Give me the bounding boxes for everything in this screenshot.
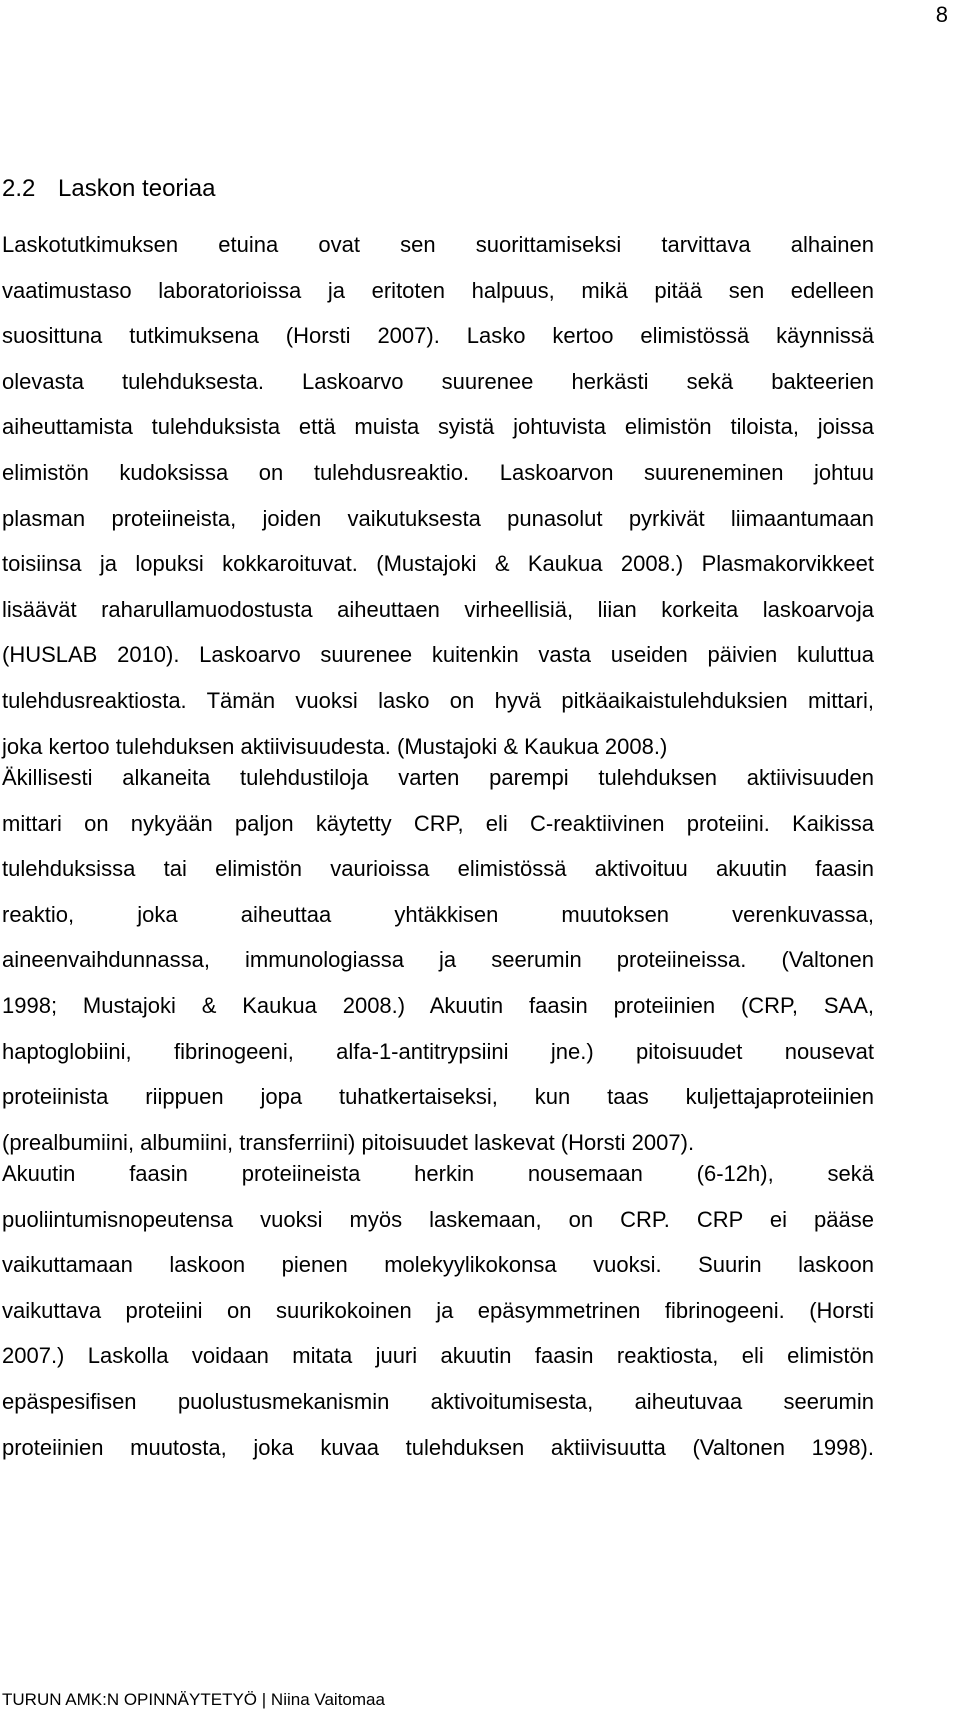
paragraph-line: haptoglobiini, fibrinogeeni, alfa-1-antitrypsiini jne.) pitoisuudet nousevat <box>2 1038 874 1064</box>
paragraph-2 <box>2 755 874 1165</box>
paragraph-line: proteiinista riippuen jopa tuhatkertaiseksi, kun taas kuljettajaproteiinien <box>2 1084 874 1110</box>
paragraph-line: (prealbumiini, albumiini, transferriini) pitoisuudet laskevat (Horsti 2007). <box>2 1129 695 1155</box>
paragraph-line: aineenvaihdunnassa, immunologiassa ja seerumin proteiineissa. (Valtonen <box>2 947 874 973</box>
paragraph-3 <box>2 1151 874 1470</box>
paragraph-line: reaktio, joka aiheuttaa yhtäkkisen muutoksen verenkuvassa, <box>2 901 874 927</box>
paragraph-line: aiheuttamista tulehduksista että muista syistä johtuvista elimistön tiloista, joissa <box>2 414 874 440</box>
footer-author: Niina Vaitomaa <box>270 1690 385 1709</box>
section-heading <box>2 175 215 203</box>
footer-separator: | <box>261 1690 267 1709</box>
paragraph-line: tulehduksissa tai elimistön vaurioissa elimistössä aktivoituu akuutin faasin <box>2 856 874 882</box>
paragraph-line: joka kertoo tulehduksen aktiivisuudesta. (Mustajoki & Kaukua 2008.) <box>2 733 668 759</box>
paragraph-line: Laskotutkimuksen etuina ovat sen suorittamiseksi tarvittava alhainen <box>2 232 874 257</box>
paragraph-line: 2007.) Laskolla voidaan mitata juuri akuutin faasin reaktiosta, eli elimistön <box>2 1343 874 1369</box>
paragraph-line: mittari on nykyään paljon käytetty CRP, eli C-reaktiivinen proteiini. Kaikissa <box>2 810 874 836</box>
paragraph-line: suosittuna tutkimuksena (Horsti 2007). Lasko kertoo elimistössä käynnissä <box>2 323 874 349</box>
section-title: Laskon teoriaa <box>58 175 216 202</box>
paragraph-1 <box>2 222 874 769</box>
paragraph-line: vaikuttamaan laskoon pienen molekyylikokonsa vuoksi. Suurin laskoon <box>2 1252 874 1278</box>
page-footer <box>2 1690 385 1710</box>
paragraph-line: Akuutin faasin proteiineista herkin nousemaan (6-12h), sekä <box>2 1161 874 1186</box>
section-number: 2.2 <box>2 175 36 202</box>
paragraph-line: tulehdusreaktiosta. Tämän vuoksi lasko on hyvä pitkäaikaistulehduksien mittari, <box>2 687 874 713</box>
paragraph-line: olevasta tulehduksesta. Laskoarvo suurenee herkästi sekä bakteerien <box>2 368 874 394</box>
paragraph-line: vaatimustaso laboratorioissa ja eritoten halpuus, mikä pitää sen edelleen <box>2 277 874 303</box>
paragraph-line: epäspesifisen puolustusmekanismin aktivoitumisesta, aiheutuvaa seerumin <box>2 1388 874 1414</box>
page-number: 8 <box>935 2 948 27</box>
paragraph-line: vaikuttava proteiini on suurikokoinen ja epäsymmetrinen fibrinogeeni. (Horsti <box>2 1297 874 1323</box>
paragraph-line: (HUSLAB 2010). Laskoarvo suurenee kuitenkin vasta useiden päivien kuluttua <box>2 642 874 668</box>
paragraph-line: Äkillisesti alkaneita tulehdustiloja varten parempi tulehduksen aktiivisuuden <box>2 765 874 790</box>
paragraph-line: toisiinsa ja lopuksi kokkaroituvat. (Mustajoki & Kaukua 2008.) Plasmakorvikkeet <box>2 551 874 577</box>
paragraph-line: proteiinien muutosta, joka kuvaa tulehduksen aktiivisuutta (Valtonen 1998). <box>2 1434 874 1460</box>
paragraph-line: elimistön kudoksissa on tulehdusreaktio. Laskoarvon suureneminen johtuu <box>2 459 874 485</box>
footer-institution: TURUN AMK:N OPINNÄYTETYÖ <box>2 1690 258 1709</box>
paragraph-line: lisäävät raharullamuodostusta aiheuttaen virheellisiä, liian korkeita laskoarvoja <box>2 596 874 622</box>
paragraph-line: puoliintumisnopeutensa vuoksi myös laskemaan, on CRP. CRP ei pääse <box>2 1206 874 1232</box>
paragraph-line: plasman proteiineista, joiden vaikutuksesta punasolut pyrkivät liimaantumaan <box>2 505 874 531</box>
paragraph-line: 1998; Mustajoki & Kaukua 2008.) Akuutin faasin proteiinien (CRP, SAA, <box>2 992 874 1018</box>
